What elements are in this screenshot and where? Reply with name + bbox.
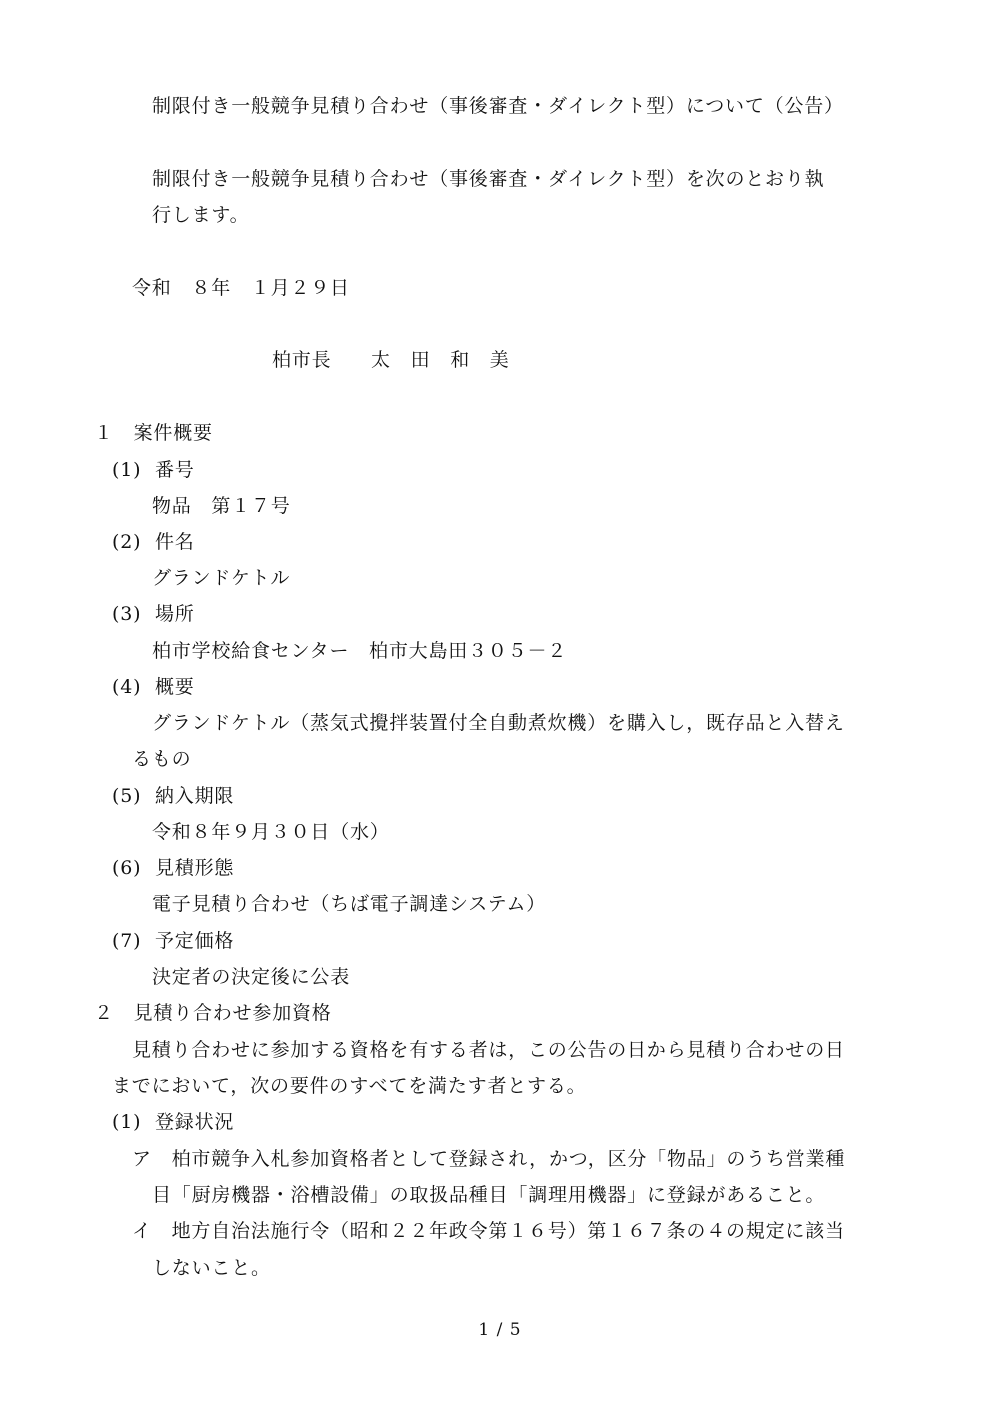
item-label: (4) 概要 xyxy=(112,676,195,698)
item-value: 物品 第１７号 xyxy=(152,495,291,517)
item-label: (5) 納入期限 xyxy=(112,785,235,807)
intro-line: 制限付き一般競争見積り合わせ（事後審査・ダイレクト型）を次のとおり執 xyxy=(152,168,825,190)
item-value: グランドケトル xyxy=(152,567,291,589)
issuer: 柏市長 太 田 和 美 xyxy=(272,349,510,371)
requirement-line: 目「厨房機器・浴槽設備」の取扱品種目「調理用機器」に登録があること。 xyxy=(152,1184,826,1206)
notice-title: 制限付き一般競争見積り合わせ（事後審査・ダイレクト型）について（公告） xyxy=(152,95,844,117)
item-value: グランドケトル（蒸気式攪拌装置付全自動煮炊機）を購入し，既存品と入替え xyxy=(152,712,845,734)
item-label: (1) 登録状況 xyxy=(112,1111,235,1133)
item-label: (7) 予定価格 xyxy=(112,930,235,952)
requirement-line: ア 柏市競争入札参加資格者として登録され，かつ，区分「物品」のうち営業種 xyxy=(132,1148,846,1170)
paragraph-line: 見積り合わせに参加する資格を有する者は，この公告の日から見積り合わせの日 xyxy=(132,1039,845,1061)
item-value: 令和８年９月３０日（水） xyxy=(152,821,390,843)
item-label: (2) 件名 xyxy=(112,531,195,553)
item-label: (1) 番号 xyxy=(112,459,195,481)
intro-line: 行します。 xyxy=(152,204,250,226)
item-label: (3) 場所 xyxy=(112,603,195,625)
item-value: 柏市学校給食センター 柏市大島田３０５－２ xyxy=(152,640,568,662)
item-label: (6) 見積形態 xyxy=(112,857,235,879)
item-value: るもの xyxy=(132,748,192,770)
requirement-line: イ 地方自治法施行令（昭和２２年政令第１６号）第１６７条の４の規定に該当 xyxy=(132,1220,845,1242)
item-value: 決定者の決定後に公表 xyxy=(152,966,351,988)
page-number: 1 / 5 xyxy=(478,1320,522,1340)
notice-date: 令和 ８年 １月２９日 xyxy=(132,277,350,299)
item-value: 電子見積り合わせ（ちば電子調達システム） xyxy=(152,893,547,915)
requirement-line: しないこと。 xyxy=(152,1257,271,1279)
section-heading: １ 案件概要 xyxy=(94,422,213,444)
section-heading: ２ 見積り合わせ参加資格 xyxy=(94,1002,332,1024)
paragraph-line: までにおいて，次の要件のすべてを満たす者とする。 xyxy=(112,1075,587,1097)
